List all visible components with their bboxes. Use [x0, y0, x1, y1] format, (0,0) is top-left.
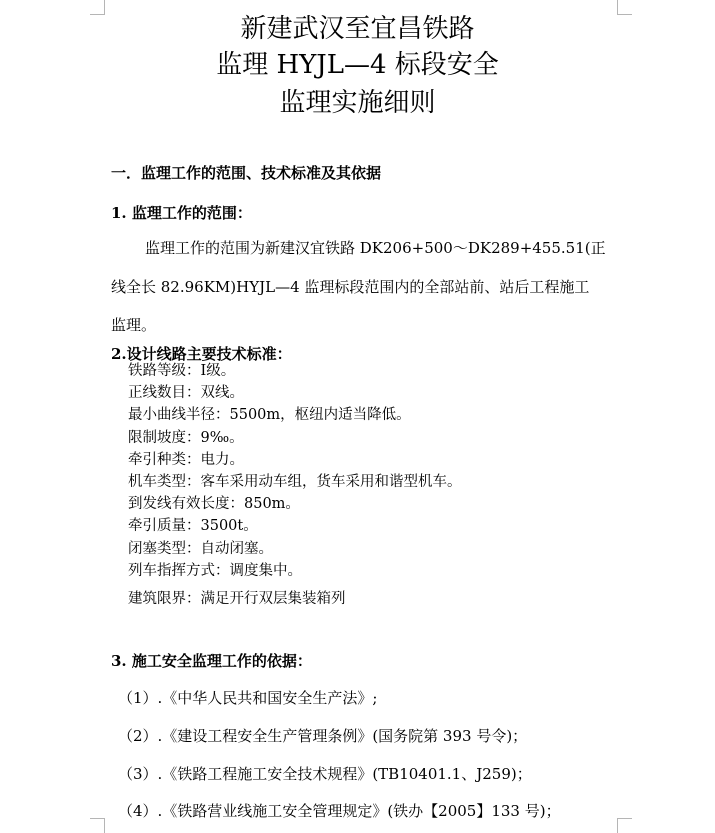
standard-item: 建筑限界：满足开行双层集装箱列 — [128, 591, 346, 608]
scope-paragraph-line-1: 监理工作的范围为新建汉宜铁路 DK206+500～DK289+455.51(正 — [145, 239, 606, 257]
doc-title-line-2: 监理 HYJL—4 标段安全 — [216, 50, 499, 80]
section-1-heading: 一．监理工作的范围、技术标准及其依据 — [111, 164, 382, 182]
standard-item: 最小曲线半径：5500m，枢纽内适当降低。 — [128, 407, 411, 424]
crop-mark-bottom-left — [90, 818, 105, 833]
doc-title-line-3: 监理实施细则 — [279, 88, 436, 118]
basis-ref-item: （1）.《中华人民共和国安全生产法》; — [118, 689, 378, 707]
doc-title-line-1: 新建武汉至宜昌铁路 — [240, 14, 475, 44]
basis-ref-item: （2）.《建设工程安全生产管理条例》(国务院第 393 号令)； — [118, 727, 528, 745]
standard-item: 机车类型：客车采用动车组，货车采用和谐型机车。 — [128, 474, 462, 491]
basis-ref-item: （4）.《铁路营业线施工安全管理规定》(铁办【2005】133 号)； — [118, 802, 561, 820]
standard-item: 限制坡度：9‰。 — [128, 429, 244, 446]
scope-paragraph-line-2: 线全长 82.96KM)HYJL—4 监理标段范围内的全部站前、站后工程施工 — [111, 278, 590, 296]
crop-mark-bottom-right — [617, 818, 632, 833]
scope-heading: 1. 监理工作的范围： — [111, 204, 252, 222]
standards-heading: 2.设计线路主要技术标准： — [111, 345, 292, 363]
standard-item: 闭塞类型：自动闭塞。 — [128, 540, 273, 557]
standards-list — [128, 360, 462, 610]
standard-item: 正线数目：双线。 — [128, 385, 244, 402]
standard-item: 牵引种类：电力。 — [128, 451, 244, 468]
standard-item: 到发线有效长度：850m。 — [128, 496, 300, 513]
standard-item: 列车指挥方式：调度集中。 — [128, 562, 302, 579]
basis-ref-item: （3）.《铁路工程施工安全技术规程》(TB10401.1、J259)； — [118, 765, 532, 783]
basis-heading: 3. 施工安全监理工作的依据： — [111, 652, 312, 670]
scope-paragraph-line-3: 监理。 — [111, 316, 157, 334]
standard-item: 牵引质量：3500t。 — [128, 518, 258, 535]
standard-item: 铁路等级：Ⅰ级。 — [128, 363, 236, 379]
